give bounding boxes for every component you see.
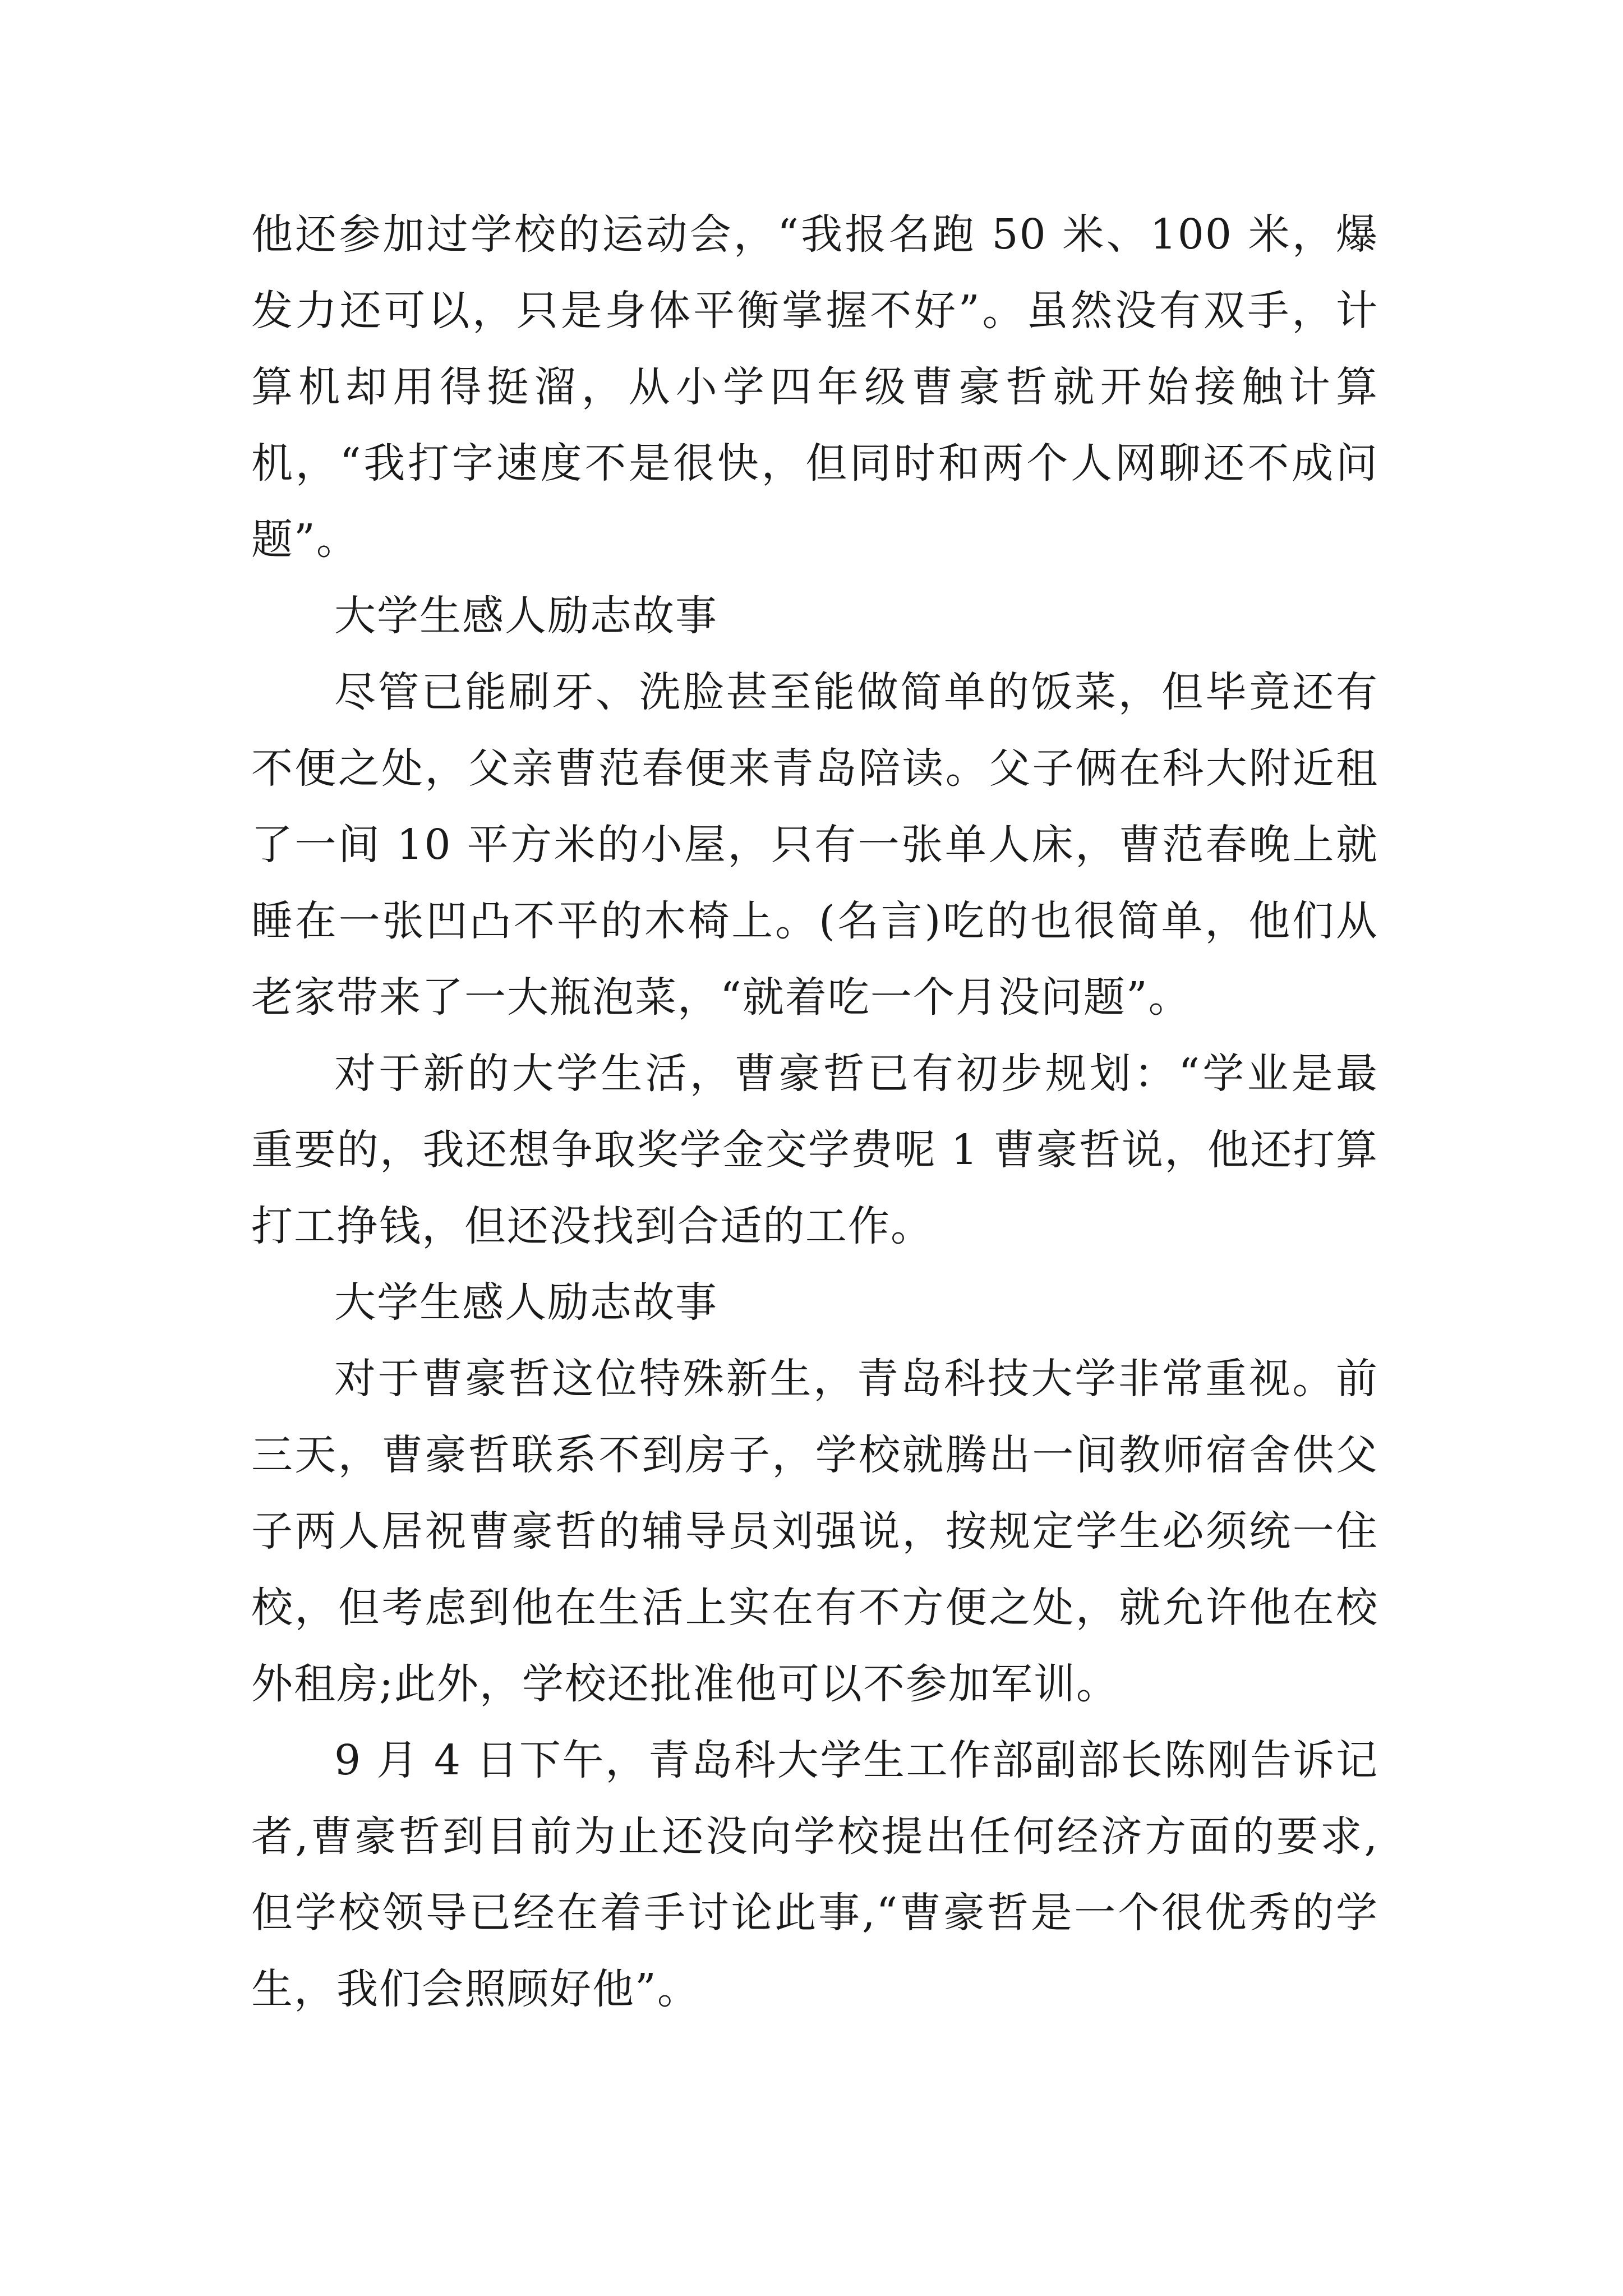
paragraph-university-plans: 对于新的大学生活，曹豪哲已有初步规划：“学业是最重要的，我还想争取奖学金交学费呢 1 曹豪哲说，他还打算打工挣钱，但还没找到合适的工作。 [251,1050,1378,1250]
paragraph-school-support: 对于曹豪哲这位特殊新生，青岛科技大学非常重视。前三天，曹豪哲联系不到房子，学校就腾出一间教师宿舍供父子两人居祝曹豪哲的辅导员刘强说，按规定学生必须统一住校，但考虑到他在生活上实在有不方便之处，就允许他在校外租房;此外，学校还批准他可以不参加军训。 [251,1355,1378,1708]
section-heading-1: 大学生感人励志故事 [334,592,718,640]
paragraph-sports-and-computer: 他还参加过学校的运动会，“我报名跑 50 米、100 米，爆发力还可以，只是身体平衡掌握不好”。虽然没有双手，计算机却用得挺溜，从小学四年级曹豪哲就开始接触计算机，“我打字速度不是很快，但同时和两个人网聊还不成问题”。 [251,210,1378,564]
document-body [251,196,1378,2027]
paragraph-school-leadership: 9 月 4 日下午，青岛科大学生工作部副部长陈刚告诉记者,曹豪哲到目前为止还没向学校提出任何经济方面的要求,但学校领导已经在着手讨论此事,“曹豪哲是一个很优秀的学生，我们会照顾好他”。 [251,1736,1378,2013]
section-heading-2: 大学生感人励志故事 [334,1278,718,1327]
paragraph-father-accompanies: 尽管已能刷牙、洗脸甚至能做简单的饭菜，但毕竟还有不便之处，父亲曹范春便来青岛陪读。父子俩在科大附近租了一间 10 平方米的小屋，只有一张单人床，曹范春晚上就睡在一张凹凸不平的木椅上。(名言)吃的也很简单，他们从老家带来了一大瓶泡菜，“就着吃一个月没问题”。 [251,668,1378,1022]
